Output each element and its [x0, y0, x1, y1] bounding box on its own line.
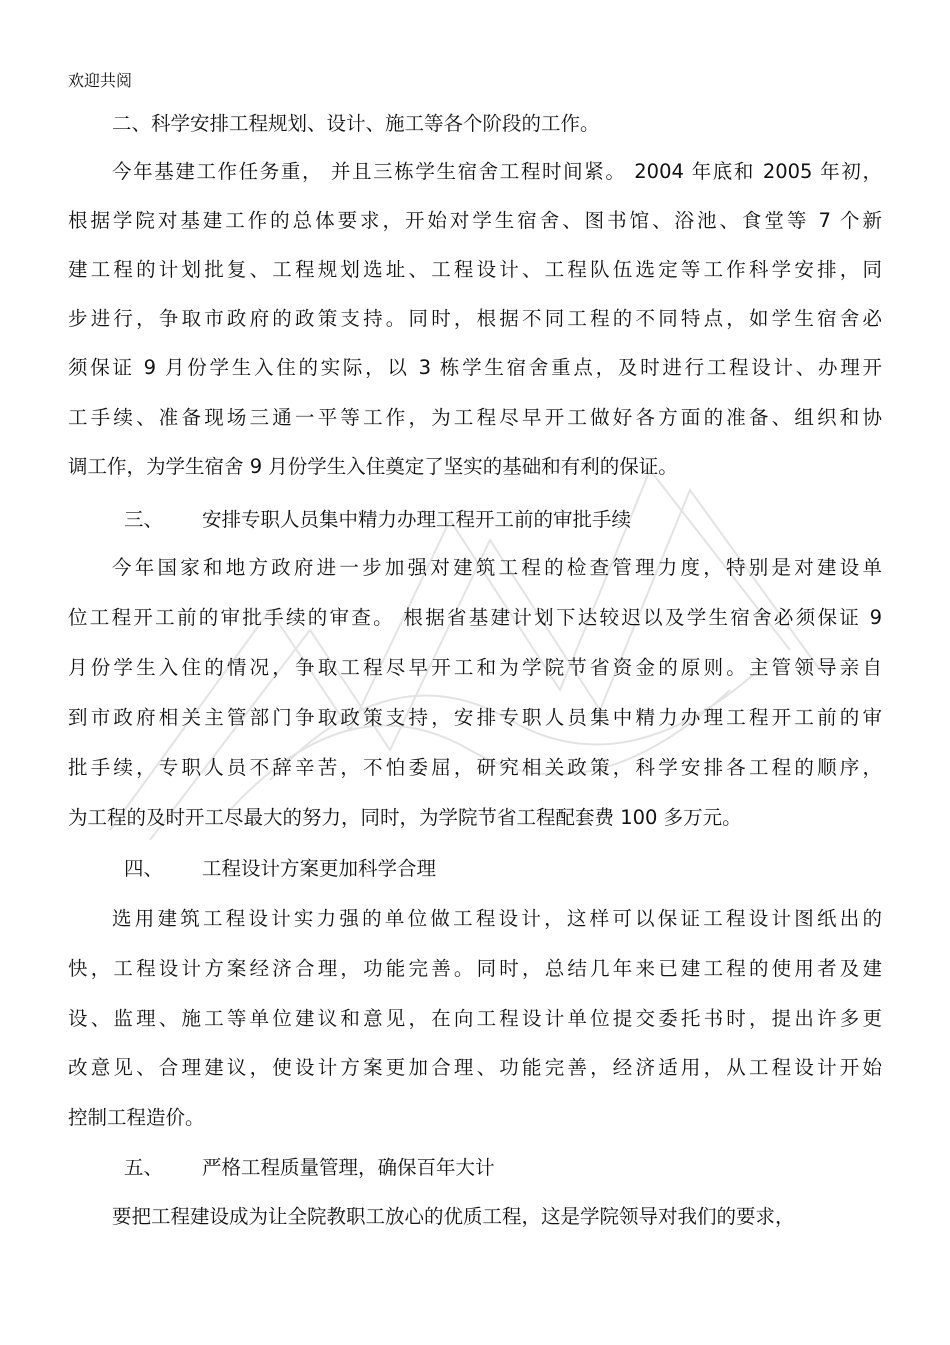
paragraph-line: 改意见、合理建议，使设计方案更加合理、功能完善，经济适用，从工程设计开始 — [68, 1056, 882, 1079]
paragraph-line: 设、监理、施工等单位建议和意见，在向工程设计单位提交委托书时，提出许多更 — [68, 1007, 882, 1030]
watermark-stamp — [90, 430, 830, 850]
heading-text: 严格工程质量管理，确保百年大计 — [202, 1156, 495, 1179]
paragraph-line: 要把工程建设成为让全院教职工放心的优质工程，这是学院领导对我们的要求， — [112, 1205, 795, 1228]
section-title: 二、科学安排工程规划、设计、施工等各个阶段的工作。 — [112, 112, 600, 135]
paragraph-line: 为工程的及时开工尽最大的努力，同时，为学院节省工程配套费 100 多万元。 — [68, 806, 742, 829]
paragraph-line: 批手续，专职人员不辞辛苦，不怕委屈，研究相关政策，科学安排各工程的顺序， — [68, 756, 882, 779]
heading-text: 安排专职人员集中精力办理工程开工前的审批手续 — [202, 508, 632, 531]
paragraph-line: 选用建筑工程设计实力强的单位做工程设计，这样可以保证工程设计图纸出的 — [112, 907, 882, 930]
heading-number: 四、 — [124, 857, 164, 880]
paragraph-line: 控制工程造价。 — [68, 1106, 205, 1129]
paragraph-line: 步进行，争取市政府的政策支持。同时，根据不同工程的不同特点，如学生宿舍必 — [68, 307, 882, 330]
paragraph-line: 工手续、准备现场三通一平等工作，为工程尽早开工做好各方面的准备、组织和协 — [68, 406, 882, 429]
paragraph-line: 快，工程设计方案经济合理，功能完善。同时，总结几年来已建工程的使用者及建 — [68, 957, 882, 980]
paragraph-line: 根据学院对基建工作的总体要求，开始对学生宿舍、图书馆、浴池、食堂等 7 个新 — [68, 209, 882, 232]
heading-number: 五、 — [124, 1156, 164, 1179]
paragraph-line: 今年国家和地方政府进一步加强对建筑工程的检查管理力度，特别是对建设单 — [112, 556, 882, 579]
paragraph-line: 今年基建工作任务重， 并且三栋学生宿舍工程时间紧。 2004 年底和 2005 年初， — [112, 160, 882, 183]
heading-number: 三、 — [124, 508, 164, 531]
paragraph-line: 月份学生入住的情况，争取工程尽早开工和为学院节省资金的原则。主管领导亲自 — [68, 656, 882, 679]
page-header: 欢迎共阅 — [68, 71, 133, 90]
paragraph-line: 位工程开工前的审批手续的审查。 根据省基建计划下达较迟以及学生宿舍必须保证 9 — [68, 606, 882, 629]
paragraph-line: 调工作，为学生宿舍 9 月份学生入住奠定了坚实的基础和有利的保证。 — [68, 455, 678, 478]
heading-text: 工程设计方案更加科学合理 — [202, 857, 437, 880]
paragraph-line: 须保证 9 月份学生入住的实际，以 3 栋学生宿舍重点，及时进行工程设计、办理开 — [68, 356, 882, 379]
paragraph-line: 到市政府相关主管部门争取政策支持，安排专职人员集中精力办理工程开工前的审 — [68, 706, 882, 729]
paragraph-line: 建工程的计划批复、工程规划选址、工程设计、工程队伍选定等工作科学安排，同 — [68, 258, 882, 281]
